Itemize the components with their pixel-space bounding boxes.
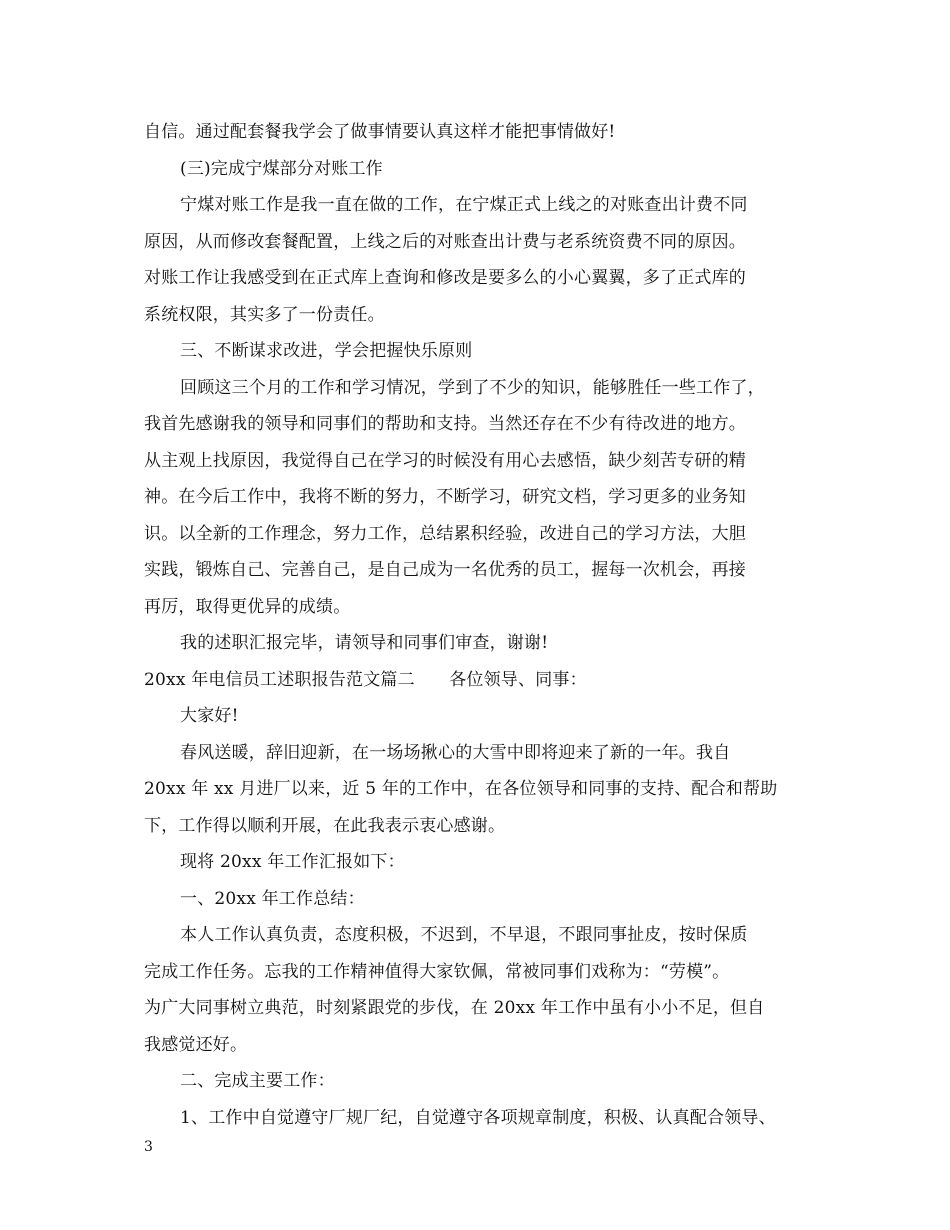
document-body (144, 114, 834, 1136)
text-line: 回顾这三个月的工作和学习情况，学到了不少的知识，能够胜任一些工作了， (180, 377, 765, 398)
text-line: 神。在今后工作中，我将不断的努力，不断学习，研究文档，学习更多的业务知 (144, 487, 746, 507)
page-number: 3 (144, 1139, 153, 1155)
text-line: 我感觉还好。 (144, 1034, 248, 1055)
text-line: 20xx 年 xx 月进厂以来，近 5 年的工作中，在各位领导和同事的支持、配合和帮助 (144, 779, 778, 799)
text-line: 再厉，取得更优异的成绩。 (144, 596, 351, 617)
text-line: 完成工作任务。忘我的工作精神值得大家钦佩，常被同事们戏称为：“劳模”。 (144, 961, 730, 982)
text-line: 现将 20xx 年工作汇报如下： (180, 852, 405, 872)
text-line: 二、完成主要工作： (180, 1071, 335, 1091)
text-line: 本人工作认真负责，态度积极，不迟到，不早退，不跟同事扯皮，按时保质 (180, 925, 748, 945)
text-line: 春风送暖，辞旧迎新，在一场场揪心的大雪中即将迎来了新的一年。我自 (180, 742, 731, 763)
text-line: (三)完成宁煤部分对账工作 (180, 158, 383, 179)
text-line: 一、20xx 年工作总结： (180, 888, 365, 909)
text-line: 系统权限，其实多了一份责任。 (144, 304, 385, 325)
text-line: 自信。通过配套餐我学会了做事情要认真这样才能把事情做好! (144, 122, 616, 142)
text-line: 原因，从而修改套餐配置，上线之后的对账查出计费与老系统资费不同的原因。 (144, 231, 746, 252)
text-line: 下，工作得以顺利开展，在此我表示衷心感谢。 (144, 815, 506, 836)
text-line: 20xx 年电信员工述职报告范文篇二 各位领导、同事： (144, 669, 587, 690)
text-line: 1、工作中自觉遵守厂规厂纪，自觉遵守各项规章制度，积极、认真配合领导、 (180, 1107, 776, 1128)
text-line: 三、不断谋求改进，学会把握快乐原则 (180, 341, 473, 361)
text-line: 为广大同事树立典范，时刻紧跟党的步伐，在 20xx 年工作中虽有小小不足，但自 (144, 998, 765, 1018)
text-line: 大家好! (180, 706, 239, 726)
text-line: 实践，锻炼自己、完善自己，是自己成为一名优秀的员工，握每一次机会，再接 (144, 560, 746, 580)
text-line: 识。以全新的工作理念，努力工作，总结累积经验，改进自己的学习方法，大胆 (144, 523, 746, 544)
text-line: 我的述职汇报完毕，请领导和同事们审查，谢谢! (180, 633, 549, 653)
text-line: 宁煤对账工作是我一直在做的工作，在宁煤正式上线之的对账查出计费不同 (180, 195, 748, 215)
text-line: 我首先感谢我的领导和同事们的帮助和支持。当然还存在不少有待改进的地方。 (144, 414, 746, 434)
text-line: 对账工作让我感受到在正式库上查询和修改是要多么的小心翼翼，多了正式库的 (144, 268, 746, 288)
text-line: 从主观上找原因，我觉得自己在学习的时候没有用心去感悟，缺少刻苦专研的精 (144, 450, 746, 471)
